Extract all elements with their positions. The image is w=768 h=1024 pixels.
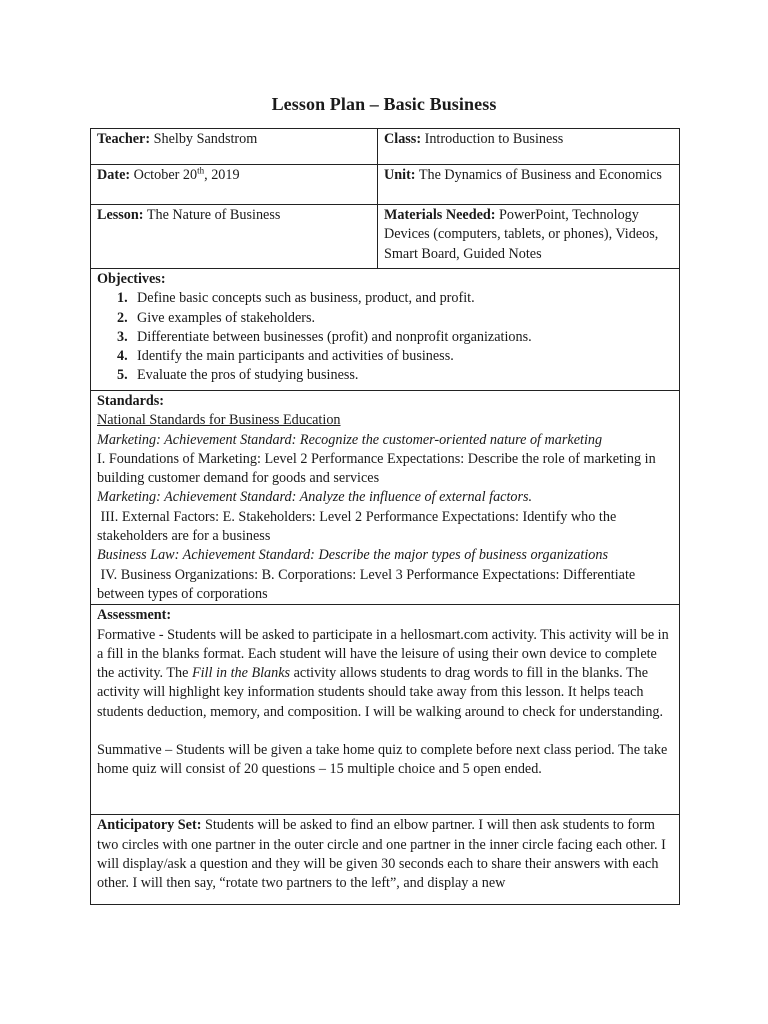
formative-text-start: Formative - Students will be asked to participate in a hellosmart.com activity. This activity will be in a fill in the blanks format. Each student will have the leisure of using their own device to complete the activity. The [97,626,669,682]
performance-expectation: IV. Business Organizations: B. Corporations: Level 3 Performance Expectations: Differentiate between types of corporations [97,566,636,602]
standard-statement: Business Law: Achievement Standard: Describe the major types of business organizations [97,547,608,564]
table-row [91,269,680,391]
class-value: Introduction to Business [424,131,564,147]
teacher-value: Shelby Sandstrom [153,131,258,147]
table-row [91,605,680,815]
date-value [134,167,240,183]
class-cell [378,129,680,165]
date-ordinal: th [197,165,205,176]
objectives-label: Objectives: [97,271,166,287]
anticipatory-label: Anticipatory Set: [97,817,202,834]
objectives-cell [91,269,680,391]
materials-label: Materials Needed: [384,207,496,223]
list-item: Differentiate between businesses (profit) and nonprofit organizations. [137,328,532,345]
standards-source: National Standards for Business Education [97,412,341,429]
class-label: Class: [384,131,422,147]
table-row [91,129,680,165]
list-item: Give examples of stakeholders. [137,309,316,326]
objectives-list [97,289,673,385]
date-value-year: , 2019 [204,167,240,183]
table-row [91,391,680,605]
assessment-label: Assessment: [97,607,172,624]
unit-cell [378,165,680,205]
lesson-value: The Nature of Business [146,207,281,223]
teacher-cell [91,129,378,165]
performance-expectation: III. External Factors: E. Stakeholders: Level 2 Performance Expectations: Identify who the stakeholders are for a business [97,508,617,545]
materials-value: PowerPoint, Technology Devices (computers, tablets, or phones), Videos, Smart Board, Guided Notes [384,207,659,262]
anticipatory-cell [91,815,680,905]
performance-expectation: I. Foundations of Marketing: Level 2 Performance Expectations: Describe the role of marketing in building customer demand for goods and services [97,450,656,487]
standards-cell [91,391,680,605]
list-item: Define basic concepts such as business, product, and profit. [137,290,475,307]
summative-assessment: Summative – Students will be given a take home quiz to complete before next class period. The take home quiz will consist of 20 questions – 15 multiple choice and 5 open ended. [97,742,668,778]
date-cell [91,165,378,205]
anticipatory-text: Students will be asked to find an elbow partner. I will then ask students to form two circles with one partner in the outer circle and one partner in the inner circle facing each other. I will display/ask a question and they will be given 30 seconds each to share their answers with each other. I will then say, “rotate two partners to the left”, and display a new [97,817,666,892]
date-label: Date: [97,167,131,183]
standard-statement: Marketing: Achievement Standard: Analyze the influence of external factors. [97,489,533,506]
lesson-plan-table [90,128,680,905]
lesson-cell [91,205,378,269]
materials-cell [378,205,680,269]
standards-label: Standards: [97,393,165,409]
unit-value: The Dynamics of Business and Economics [418,167,662,183]
table-row [91,205,680,269]
table-row [91,165,680,205]
teacher-label: Teacher: [97,131,151,147]
assessment-cell [91,605,680,815]
unit-label: Unit: [384,167,416,183]
formative-assessment [97,626,673,722]
formative-text-end: activity allows students to drag words to fill in the blanks. The activity will highlight key information students should take away from this lesson. It helps teach students deduction, memory, and composition. I will be walking around to check for understanding. [97,665,664,720]
page-title: Lesson Plan – Basic Business [271,94,497,114]
table-row [91,815,680,905]
date-value-main: October 20 [133,167,198,183]
list-item: Evaluate the pros of studying business. [137,367,359,384]
lesson-label: Lesson: [97,207,144,223]
list-item: Identify the main participants and activities of business. [137,348,454,365]
activity-name: Fill in the Blanks [191,665,291,682]
standard-statement: Marketing: Achievement Standard: Recognize the customer-oriented nature of marketing [97,431,603,448]
